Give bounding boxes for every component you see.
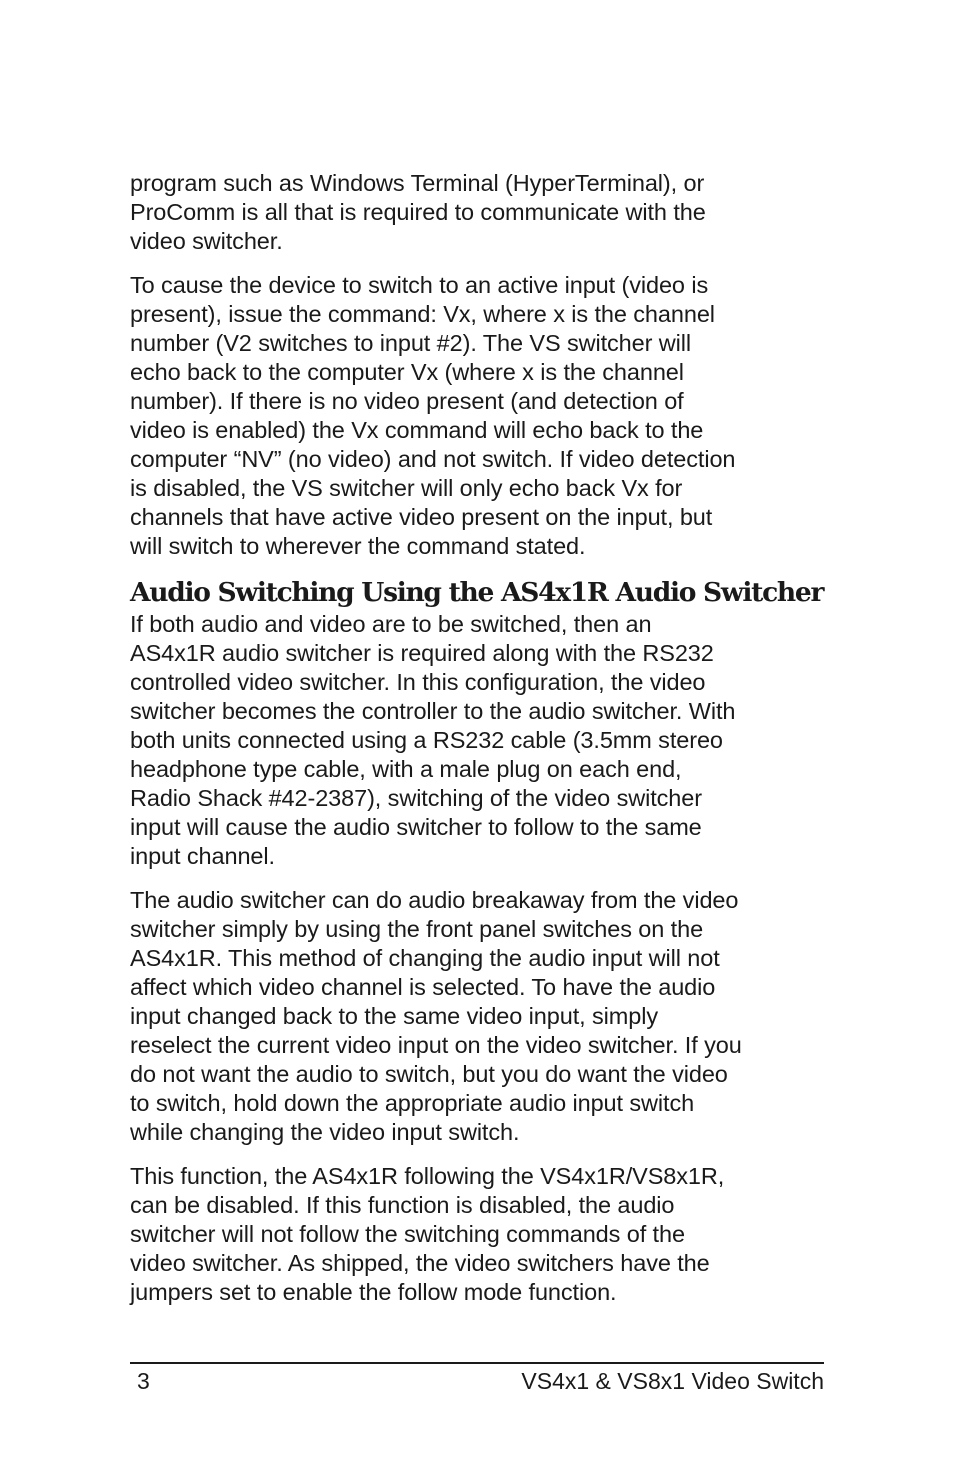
text-line: video is enabled) the Vx command will echo back to the: [130, 417, 704, 443]
text-line: echo back to the computer Vx (where x is the channel: [130, 359, 684, 385]
text-line: affect which video channel is selected. To have the audio: [130, 974, 716, 1000]
body-paragraph: [130, 886, 824, 1147]
text-line: headphone type cable, with a male plug on each end,: [130, 756, 682, 782]
text-line: switcher becomes the controller to the audio switcher. With: [130, 698, 736, 724]
body-paragraph: [130, 271, 824, 561]
page-content: [130, 169, 824, 1307]
text-line: channels that have active video present on the input, but: [130, 504, 713, 530]
section-paragraphs: [130, 610, 824, 1307]
text-line: program such as Windows Terminal (HyperTerminal), or: [130, 170, 705, 196]
text-line: will switch to wherever the command stated.: [130, 533, 586, 559]
page-number: 3: [137, 1368, 150, 1394]
text-line: AS4x1R. This method of changing the audio input will not: [130, 945, 720, 971]
text-line: To cause the device to switch to an active input (video is: [130, 272, 709, 298]
text-line: video switcher.: [130, 228, 283, 254]
text-line: input channel.: [130, 843, 275, 869]
text-line: input changed back to the same video input, simply: [130, 1003, 658, 1029]
text-line: while changing the video input switch.: [130, 1119, 520, 1145]
body-paragraph: [130, 610, 824, 871]
text-line: to switch, hold down the appropriate audio input switch: [130, 1090, 695, 1116]
paragraph-gap: [130, 256, 824, 271]
top-paragraphs: [130, 169, 824, 561]
paragraph-gap: [130, 871, 824, 886]
text-line: is disabled, the VS switcher will only echo back Vx for: [130, 475, 683, 501]
text-line: can be disabled. If this function is disabled, the audio: [130, 1192, 675, 1218]
text-line: number). If there is no video present (and detection of: [130, 388, 684, 414]
text-line: present), issue the command: Vx, where x is the channel: [130, 301, 715, 327]
text-line: input will cause the audio switcher to follow to the same: [130, 814, 702, 840]
text-line: Radio Shack #42-2387), switching of the video switcher: [130, 785, 702, 811]
text-line: controlled video switcher. In this configuration, the video: [130, 669, 706, 695]
footer-title: VS4x1 & VS8x1 Video Switch: [521, 1368, 824, 1394]
text-line: switcher simply by using the front panel switches on the: [130, 916, 704, 942]
text-line: both units connected using a RS232 cable (3.5mm stereo: [130, 727, 723, 753]
text-line: computer “NV” (no video) and not switch. If video detection: [130, 446, 736, 472]
text-line: This function, the AS4x1R following the VS4x1R/VS8x1R,: [130, 1163, 725, 1189]
section-heading: Audio Switching Using the AS4x1R Audio Switcher: [130, 577, 824, 608]
text-line: jumpers set to enable the follow mode function.: [130, 1279, 617, 1305]
text-line: do not want the audio to switch, but you do want the video: [130, 1061, 728, 1087]
text-line: switcher will not follow the switching commands of the: [130, 1221, 685, 1247]
text-line: AS4x1R audio switcher is required along with the RS232: [130, 640, 714, 666]
body-paragraph: [130, 1162, 824, 1307]
text-line: If both audio and video are to be switched, then an: [130, 611, 652, 637]
text-line: number (V2 switches to input #2). The VS switcher will: [130, 330, 692, 356]
text-line: video switcher. As shipped, the video switchers have the: [130, 1250, 710, 1276]
body-paragraph: [130, 169, 824, 256]
page-footer: [130, 1362, 824, 1394]
text-line: The audio switcher can do audio breakaway from the video: [130, 887, 739, 913]
paragraph-gap: [130, 1147, 824, 1162]
text-line: ProComm is all that is required to communicate with the: [130, 199, 706, 225]
text-line: reselect the current video input on the video switcher. If you: [130, 1032, 742, 1058]
